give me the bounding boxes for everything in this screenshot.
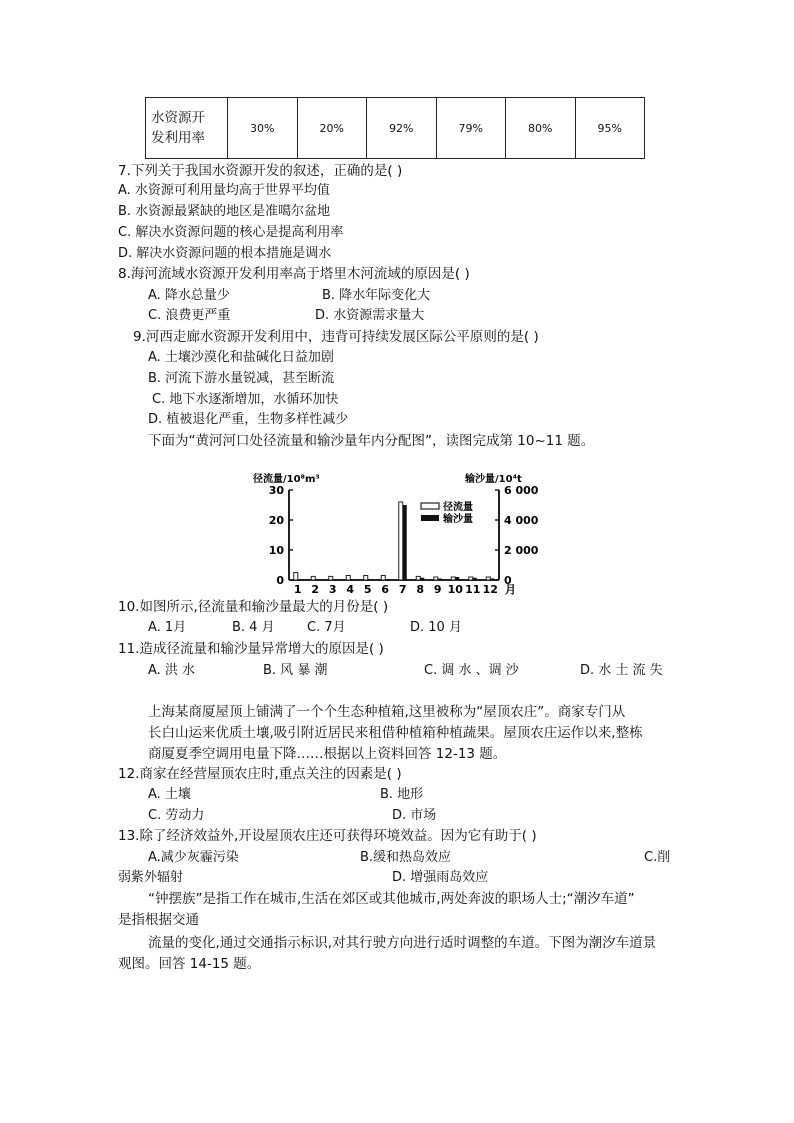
left-tick-label: 20	[268, 514, 284, 527]
sediment-bar	[490, 579, 494, 581]
q8-option-d: D. 水资源需求量大	[315, 308, 425, 323]
para-14-15-line1: “钟摆族”是指工作在城市,生活在郊区或其他城市,两处奔波的职场人士;“潮汐车道”	[148, 891, 635, 907]
right-tick-label: 4 000	[504, 514, 539, 527]
right-tick-label: 0	[504, 574, 512, 587]
q10-option-a: A. 1月	[148, 620, 187, 635]
para-12-13-line1: 上海某商厦屋顶上铺满了一个个生态种植箱,这里被称为“屋顶农庄”。商家专门从	[148, 704, 626, 720]
q11-stem: 11.造成径流量和输沙量异常增大的原因是( )	[118, 641, 384, 657]
x-tick-label: 2	[311, 583, 320, 595]
q11-option-d: D. 水 土 流 失	[580, 663, 663, 678]
table-cell: 79%	[436, 98, 506, 159]
q12-stem: 12.商家在经营屋顶农庄时,重点关注的因素是( )	[118, 766, 402, 782]
sediment-bar	[350, 579, 354, 580]
q13-option-b: B.缓和热岛效应	[360, 850, 452, 865]
intro-10-11: 下面为“黄河河口处径流量和输沙量年内分配图”，读图完成第 10~11 题。	[148, 433, 595, 449]
table-cell: 20%	[297, 98, 367, 159]
right-tick-label: 6 000	[504, 484, 539, 497]
q10-option-c: C. 7月	[307, 620, 346, 635]
runoff-bar	[451, 577, 455, 580]
para-14-15-line4: 观图。回答 14-15 题。	[118, 956, 261, 972]
runoff-bar	[311, 576, 315, 580]
table-row	[146, 98, 645, 159]
q10-option-d: D. 10 月	[410, 620, 462, 635]
para-14-15-line2: 是指根据交通	[118, 912, 199, 928]
table-label-line1: 水资源开	[151, 110, 205, 126]
q7-option-a: A. 水资源可利用量均高于世界平均值	[118, 183, 330, 198]
table-cell: 95%	[575, 98, 645, 159]
para-14-15-line3: 流量的变化,通过交通指示标识,对其行驶方向进行适时调整的车道。下图为潮汐车道景	[148, 935, 657, 951]
q13-option-c-part2: 弱紫外辐射	[118, 870, 184, 885]
q9-option-b: B. 河流下游水量锐减，甚至断流	[148, 371, 335, 386]
q9-stem: 9.河西走廊水资源开发利用中，违背可持续发展区际公平原则的是( )	[133, 329, 539, 345]
runoff-bar	[381, 576, 385, 581]
sediment-bar	[315, 579, 319, 580]
q7-stem: 7.下列关于我国水资源开发的叙述，正确的是( )	[118, 163, 403, 179]
table-row-label	[146, 98, 228, 159]
legend-label-sediment: 输沙量	[443, 514, 473, 525]
q7-option-c: C. 解决水资源问题的核心是提高利用率	[118, 225, 344, 240]
q11-option-a: A. 洪 水	[148, 663, 196, 678]
q10-stem: 10.如图所示,径流量和输沙量最大的月份是( )	[118, 599, 389, 615]
sediment-bar	[385, 579, 389, 580]
runoff-bar	[346, 576, 350, 581]
q9-option-a: A. 土壤沙漠化和盐碱化日益加剧	[148, 350, 334, 365]
q12-option-a: A. 土壤	[148, 787, 191, 802]
x-unit-label: 月	[505, 583, 516, 595]
sediment-bar	[455, 577, 459, 580]
chart-legend	[421, 500, 473, 525]
q8-option-b: B. 降水年际变化大	[322, 288, 431, 303]
x-tick-label: 6	[381, 583, 390, 595]
q8-stem: 8.海河流域水资源开发利用率高于塔里木河流域的原因是( )	[118, 266, 470, 282]
x-tick-label: 12	[482, 583, 498, 595]
q12-option-b: B. 地形	[380, 787, 424, 802]
runoff-sediment-chart	[245, 470, 555, 595]
q10-option-b: B. 4 月	[232, 620, 275, 635]
water-utilization-table	[145, 97, 645, 159]
sediment-bar	[368, 579, 372, 580]
q8-option-a: A. 降水总量少	[148, 288, 230, 303]
q7-option-d: D. 解决水资源问题的根本措施是调水	[118, 246, 332, 261]
x-tick-label: 7	[398, 583, 407, 595]
left-tick-label: 10	[268, 544, 284, 557]
sediment-bar	[333, 579, 337, 580]
sediment-bar	[473, 578, 477, 580]
left-tick-label: 0	[276, 574, 284, 587]
runoff-bar	[329, 576, 333, 580]
x-tick-label: 8	[416, 583, 425, 595]
q13-stem: 13.除了经济效益外,开设屋顶农庄还可获得环境效益。因为它有助于( )	[118, 828, 537, 844]
q13-option-c-part1: C.削	[644, 850, 671, 865]
q9-option-c: C. 地下水逐渐增加，水循环加快	[152, 392, 339, 407]
runoff-bar	[364, 576, 368, 581]
x-tick-label: 3	[328, 583, 337, 595]
left-tick-label: 30	[268, 484, 284, 497]
runoff-bar	[399, 502, 403, 580]
q12-option-d: D. 市场	[392, 808, 437, 823]
legend-swatch-runoff	[421, 503, 439, 509]
q11-option-c: C. 调 水 、调 沙	[424, 663, 519, 678]
q13-option-d: D. 增强雨岛效应	[392, 870, 489, 885]
x-tick-label: 9	[433, 583, 442, 595]
runoff-bar	[434, 577, 438, 580]
sediment-bar	[438, 579, 442, 581]
q11-option-b: B. 风 暴 潮	[263, 663, 328, 678]
table-cell: 30%	[228, 98, 298, 159]
runoff-bar	[486, 577, 490, 580]
q9-option-d: D. 植被退化严重，生物多样性减少	[148, 412, 349, 427]
q13-option-a: A.减少灰霾污染	[148, 850, 239, 865]
right-axis-label: 输沙量/10⁴t	[465, 474, 522, 485]
x-tick-label: 4	[346, 583, 355, 595]
sediment-bar	[403, 505, 407, 580]
x-tick-label: 11	[465, 583, 481, 595]
runoff-bar	[416, 576, 420, 580]
x-tick-label: 1	[293, 583, 302, 595]
legend-swatch-sediment	[421, 515, 439, 521]
para-12-13-line2: 长白山运来优质土壤,吸引附近居民来租借种植箱种植蔬果。屋顶农庄运作以来,整栋	[148, 725, 643, 741]
table-cell: 80%	[506, 98, 576, 159]
para-12-13-line3: 商厦夏季空调用电量下降……根据以上资料回答 12-13 题。	[148, 746, 507, 762]
q7-option-b: B. 水资源最紧缺的地区是准噶尔盆地	[118, 204, 331, 219]
q12-option-c: C. 劳动力	[148, 808, 205, 823]
legend-label-runoff: 径流量	[443, 502, 473, 513]
table-cell: 92%	[367, 98, 437, 159]
right-tick-labels	[495, 484, 539, 587]
right-tick-label: 2 000	[504, 544, 539, 557]
x-tick-label: 5	[363, 583, 372, 595]
runoff-bar	[294, 573, 298, 581]
sediment-bar	[420, 578, 424, 580]
q8-option-c: C. 浪费更严重	[148, 308, 231, 323]
table-label-line2: 发利用率	[151, 130, 205, 146]
runoff-bar	[469, 577, 473, 580]
x-tick-label: 10	[447, 583, 463, 595]
x-tick-labels	[294, 583, 498, 595]
left-axis-label: 径流量/10⁸m³	[253, 474, 320, 485]
